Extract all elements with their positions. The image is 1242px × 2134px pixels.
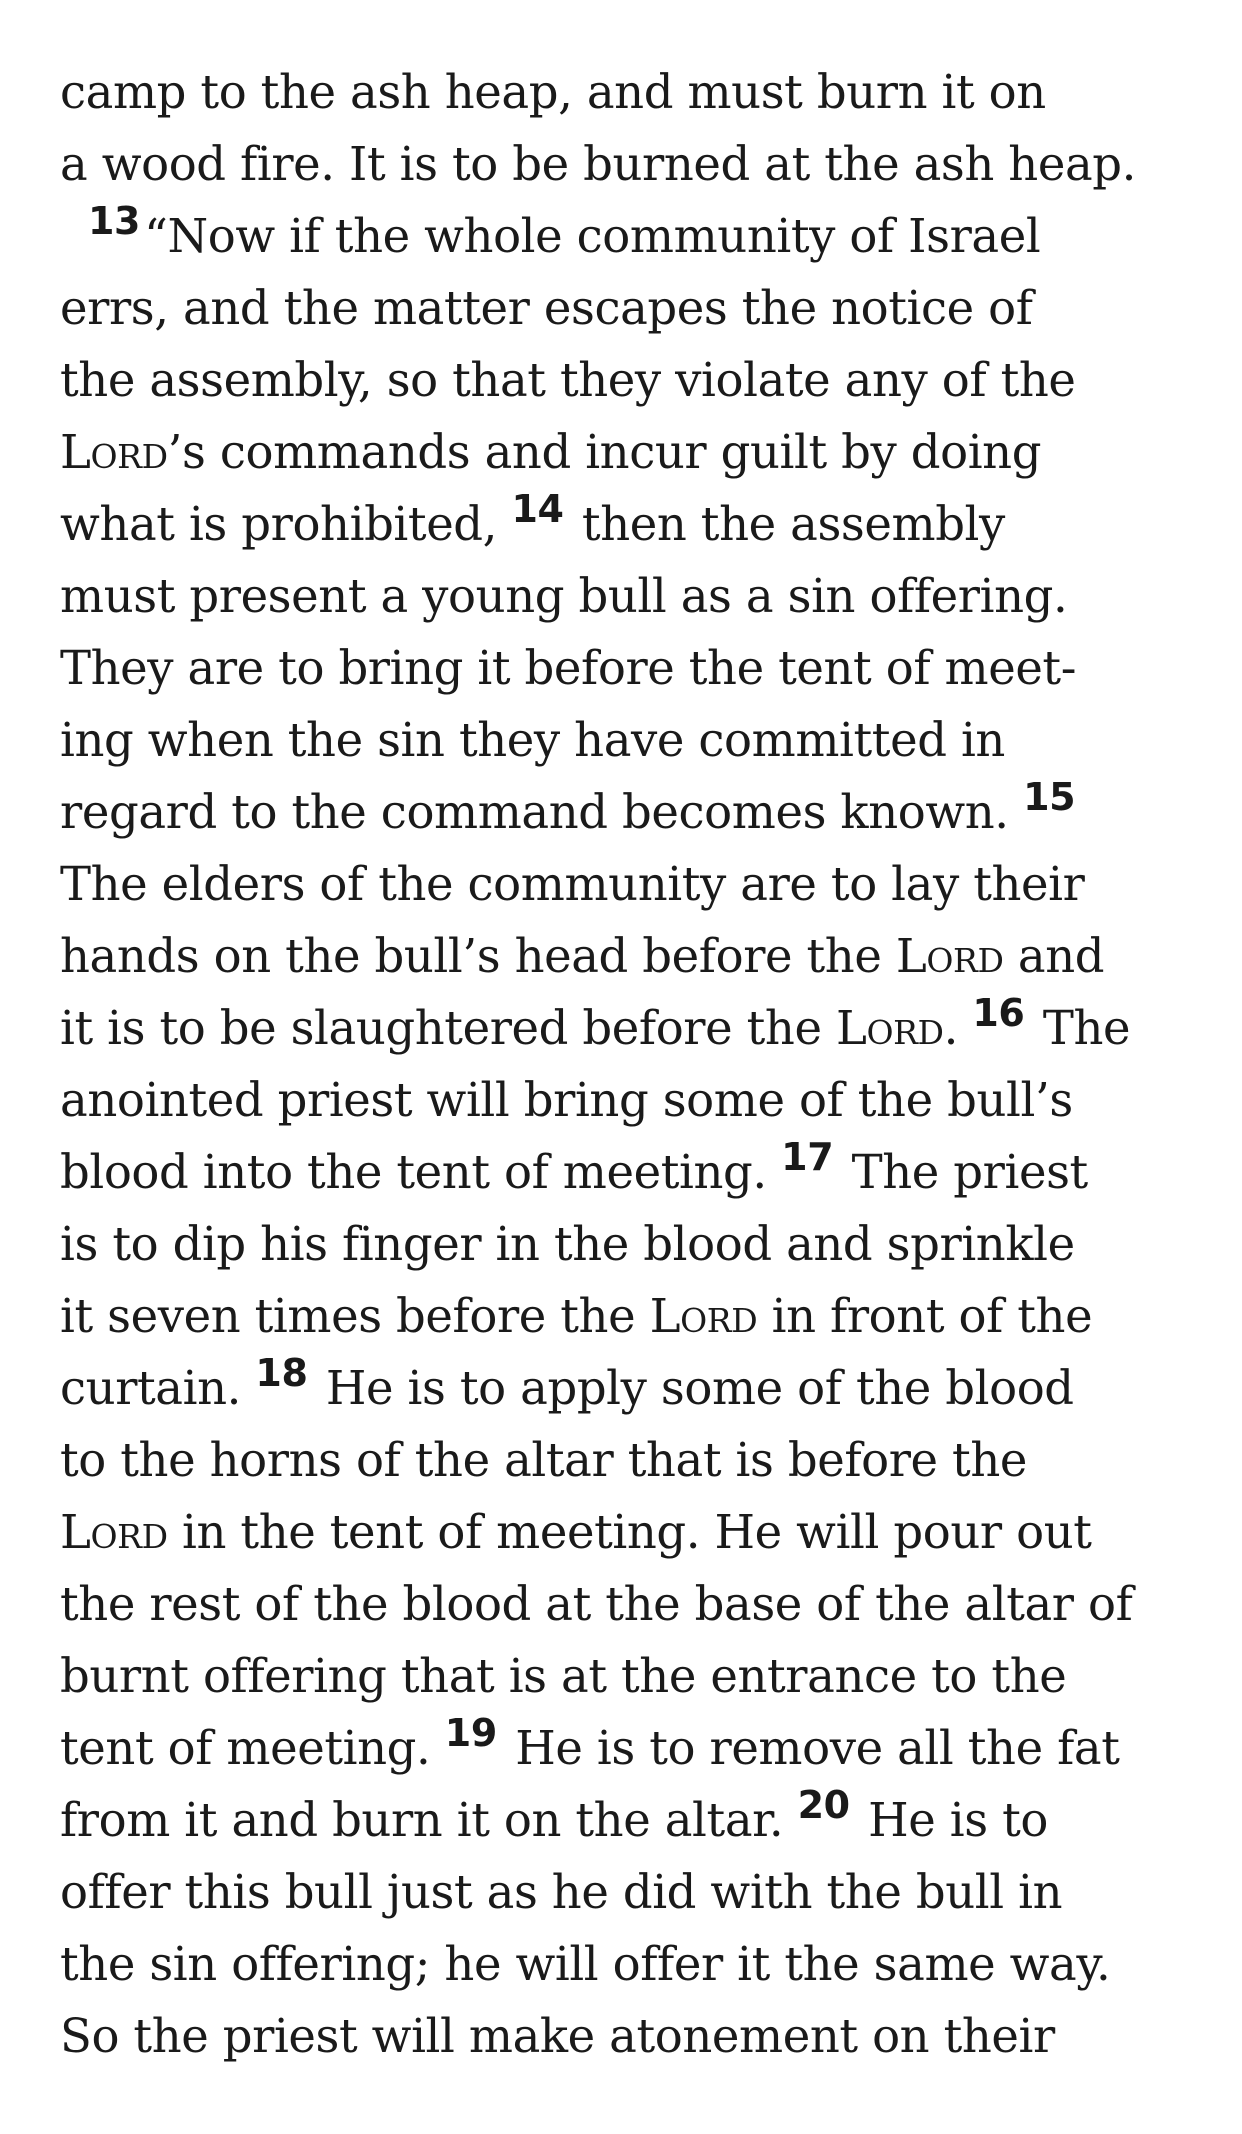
text-line: tent of meeting. $^{19}$ He is to remove all the fat	[60, 1711, 1120, 1775]
verse-number-14: 14	[511, 487, 564, 531]
text-line: it seven times before the Lord in front of the	[60, 1289, 1093, 1343]
verse-number-20: 20	[797, 1783, 850, 1827]
text-line: camp to the ash heap, and must burn it on	[60, 65, 1046, 119]
text-line: Lord’s commands and incur guilt by doing	[60, 425, 1042, 479]
text-line: what is prohibited, $^{14}$ then the assembly	[60, 487, 1005, 551]
text-line: it is to be slaughtered before the Lord. $^{16}$ The	[60, 991, 1131, 1055]
divine-name: Lord	[60, 425, 168, 479]
verse-number-19: 19	[444, 1711, 497, 1755]
text-line: the assembly, so that they violate any of the	[60, 353, 1076, 407]
text-line: blood into the tent of meeting. $^{17}$ The priest	[60, 1135, 1088, 1199]
verse-number-13: 13	[88, 199, 141, 243]
divine-name: Lord	[649, 1289, 758, 1343]
text-line: hands on the bull’s head before the Lord and	[60, 929, 1105, 983]
text-line: a wood fire. It is to be burned at the ash heap.	[60, 137, 1137, 191]
verse-number-16: 16	[972, 991, 1025, 1035]
text-line: anointed priest will bring some of the bull’s	[60, 1073, 1073, 1127]
divine-name: Lord	[895, 929, 1004, 983]
divine-name: Lord	[835, 1001, 944, 1055]
text-line: must present a young bull as a sin offering.	[60, 569, 1068, 623]
text-line: to the horns of the altar that is before the	[60, 1433, 1028, 1487]
text-line: offer this bull just as he did with the bull in	[60, 1865, 1063, 1919]
verse-number-17: 17	[781, 1135, 834, 1179]
verse-number-15: 15	[1023, 775, 1076, 819]
text-line: the sin offering; he will offer it the same way.	[60, 1937, 1111, 1991]
text-line: regard to the command becomes known. $^{15}$	[60, 775, 1076, 839]
divine-name: Lord	[60, 1505, 168, 1559]
text-line: The elders of the community are to lay their	[60, 857, 1085, 911]
text-line: Lord in the tent of meeting. He will pour out	[60, 1505, 1092, 1559]
text-line: burnt offering that is at the entrance to the	[60, 1649, 1067, 1703]
text-line: $^{13}$“Now if the whole community of Israel	[88, 199, 1041, 263]
text-line: errs, and the matter escapes the notice of	[60, 281, 1033, 335]
text-line: So the priest will make atonement on their	[60, 2009, 1055, 2063]
text-line: the rest of the blood at the base of the altar of	[60, 1577, 1133, 1631]
text-line: from it and burn it on the altar. $^{20}$ He is to	[60, 1783, 1048, 1847]
text-line: curtain. $^{18}$ He is to apply some of the blood	[60, 1351, 1074, 1415]
verse-number-18: 18	[255, 1351, 308, 1395]
text-line: ing when the sin they have committed in	[60, 713, 1005, 767]
reading-pane	[60, 56, 1190, 2072]
text-line: They are to bring it before the tent of meet-	[60, 641, 1077, 695]
text-line: is to dip his finger in the blood and sprinkle	[60, 1217, 1075, 1271]
